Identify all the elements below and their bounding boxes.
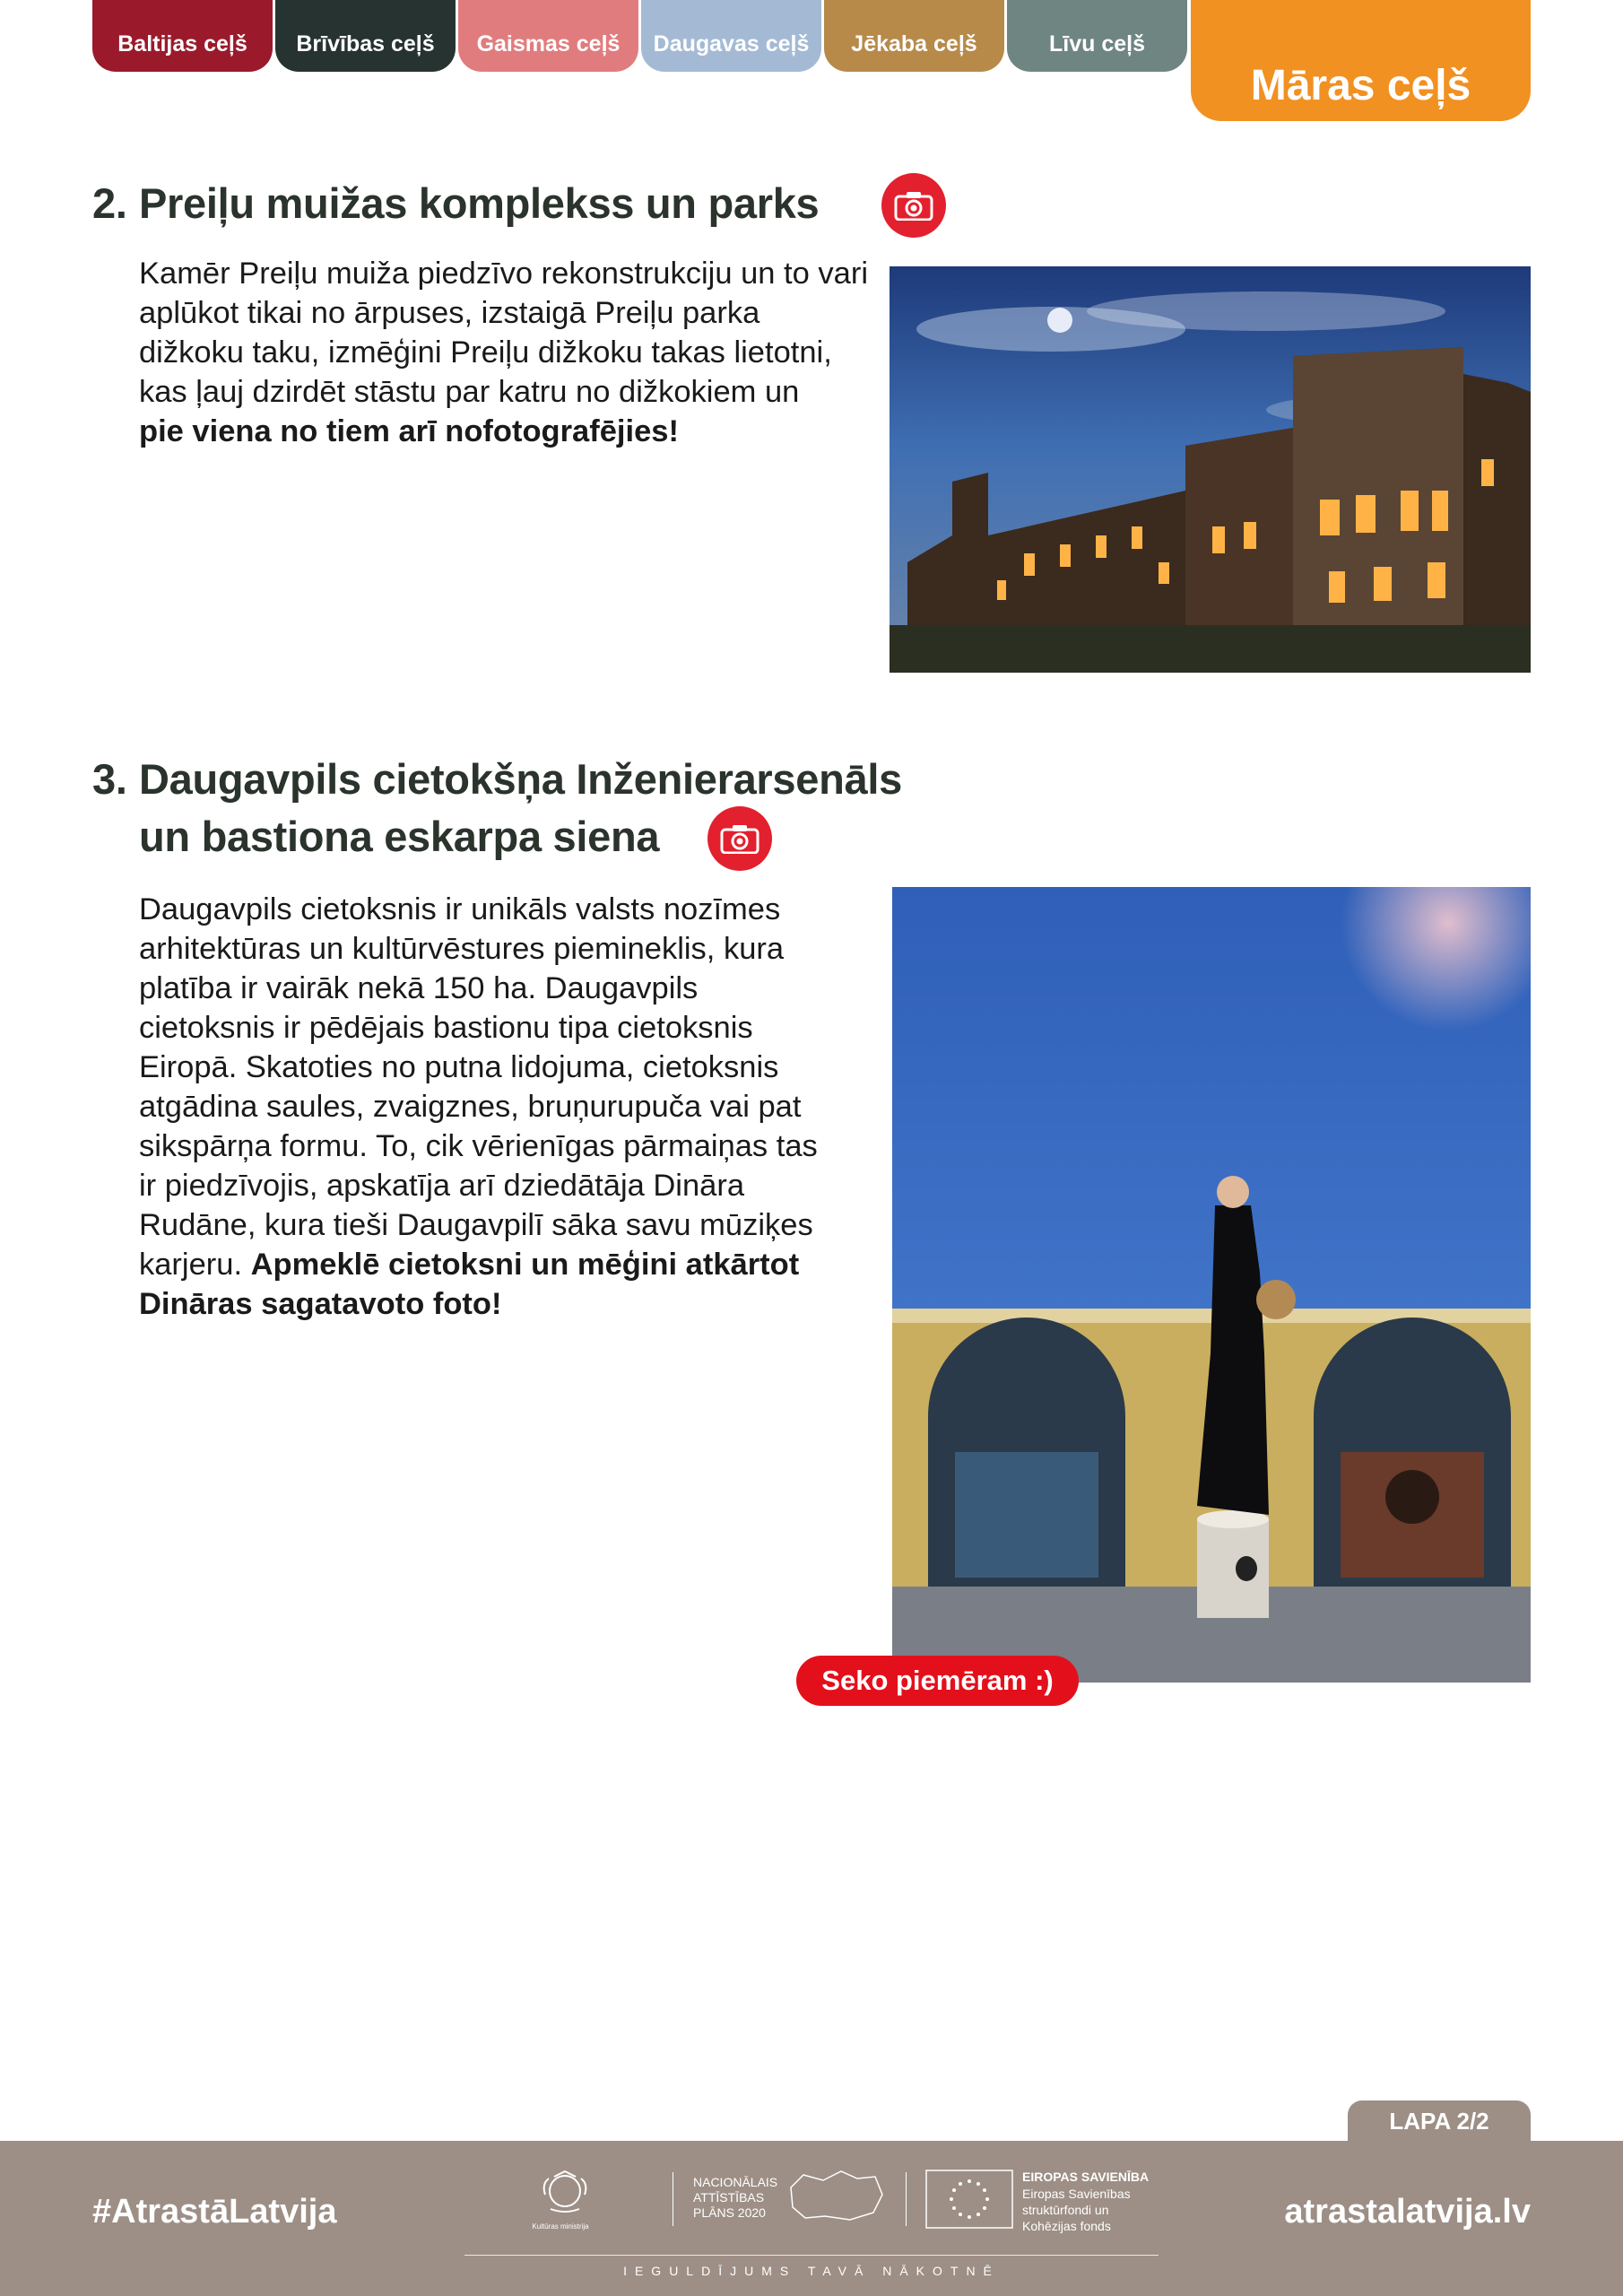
section2-title: Preiļu muižas komplekss un parks [139,179,820,227]
camera-icon [707,806,772,871]
daugavpils-arsenal-photo [892,887,1531,1683]
tab-jekaba-cels[interactable]: Jēkaba ceļš [824,0,1004,72]
nap2020-logo: NACIONĀLAIS ATTĪSTĪBAS PLĀNS 2020 [693,2175,778,2220]
tab-brivibas-cels[interactable]: Brīvības ceļš [275,0,456,72]
section2-body: Kamēr Preiļu muiža piedzīvo rekonstrukciju un to vari aplūkot tikai no ārpuses, izstaigā Preiļu parka dižkoku taku, izmēģini Preiļu dižkoku takas lietotni, kas ļauj dzirdēt stāstu par katru no dižkokiem un pie viena no tiem arī nofotografējies! [139,257,869,448]
tab-livu-cels[interactable]: Līvu ceļš [1007,0,1187,72]
follow-example-button[interactable]: Seko piemēram :) [796,1656,1079,1706]
divider [906,2172,907,2226]
footer-hashtag: #AtrastāLatvija [92,2193,337,2231]
footer-website-link[interactable]: atrastalatvija.lv [1284,2193,1531,2231]
tab-gaismas-cels[interactable]: Gaismas ceļš [458,0,638,72]
tab-maras-cels-active[interactable]: Māras ceļš [1191,0,1531,121]
tab-baltijas-cels[interactable]: Baltijas ceļš [92,0,273,72]
ministry-logo [532,2168,592,2231]
tab-daugavas-cels[interactable]: Daugavas ceļš [641,0,821,72]
footer-tagline: IEGULDĪJUMS TAVĀ NĀKOTNĒ [464,2255,1159,2278]
section3-title-line2: un bastiona eskarpa siena [139,813,660,860]
eu-funds-logo: EIROPAS SAVIENĪBA Eiropas Savienības struktūrfondi un Kohēzijas fonds [1022,2170,1150,2233]
section3-body: Daugavpils cietoksnis ir unikāls valsts nozīmes arhitektūras un kultūrvēstures piemineklis, kura platība ir vairāk nekā 150 ha. Daugavpils cietoksnis ir pēdējais bastionu tipa cietoksnis Eiropā. Skatoties no putna lidojuma, cietoksnis atgādina saules, zvaigznes, bruņurupuča vai pat sikspārņa formu. To, cik vērienīgas pārmaiņas tas ir piedzīvojis, apskatīja arī dziedātāja Dināra Rudāne, kura tieši Daugavpilī sāka savu mūziķes karjeru. Apmeklē cietoksni un mēģini atkārtot Dināras sagatavoto foto! [139,892,818,1321]
eu-flag-icon [925,2170,1013,2229]
section3-title-line1: Daugavpils cietokšņa Inženierarsenāls [139,755,902,803]
ministry-caption: Kultūras ministrija [532,2222,589,2231]
page-number-badge: LAPA 2/2 [1348,2100,1531,2142]
section2-heading [92,175,819,232]
section3-number: 3. [92,755,127,803]
latvia-map-icon [787,2168,886,2223]
section2-body-emphasis: pie viena no tiem arī nofotografējies! [139,414,679,448]
coat-of-arms-icon [538,2168,592,2218]
footer [0,2141,1623,2296]
preili-manor-photo [890,266,1531,673]
section2-number: 2. [92,179,127,227]
section3-heading [92,751,902,865]
camera-icon [881,173,946,238]
section3-body-emphasis: Apmeklē cietoksni un mēģini atkārtot Dināras sagatavoto foto! [139,1248,800,1321]
